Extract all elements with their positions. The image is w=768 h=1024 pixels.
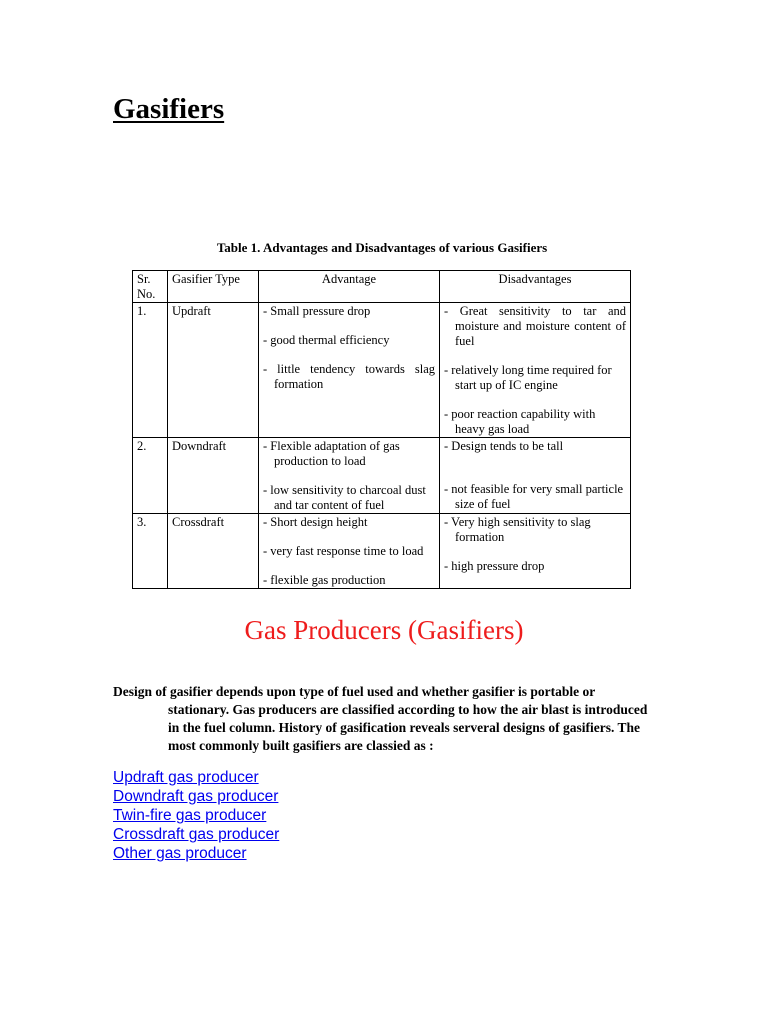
row-disadvantages (440, 514, 631, 589)
header-gasifier-type: Gasifier Type (168, 271, 259, 303)
intro-paragraph (113, 683, 658, 755)
disadvantage-item: - poor reaction capability with heavy gas load (444, 407, 596, 436)
link-updraft-gas-producer[interactable]: Updraft gas producer (113, 769, 259, 786)
advantage-item: - good thermal efficiency (263, 333, 390, 347)
table-row (133, 303, 631, 438)
section-heading: Gas Producers (Gasifiers) (244, 615, 524, 645)
table-header-row (133, 271, 631, 303)
table-row (133, 514, 631, 589)
advantage-item: - low sensitivity to charcoal dust and tar content of fuel (263, 483, 426, 512)
link-twin-fire-gas-producer[interactable]: Twin-fire gas producer (113, 807, 267, 824)
row-sr-no: 1. (133, 303, 168, 438)
paragraph-lead: Design of gasifier depends upon type of fuel used and whether gasifier is portable or (113, 684, 596, 699)
advantage-item: - very fast response time to load (263, 544, 424, 558)
header-advantage: Advantage (259, 271, 440, 303)
row-advantages (259, 303, 440, 438)
link-downdraft-gas-producer[interactable]: Downdraft gas producer (113, 788, 279, 805)
table-row (133, 438, 631, 514)
advantage-item: - Small pressure drop (263, 304, 371, 318)
row-sr-no: 2. (133, 438, 168, 514)
table-caption: Table 1. Advantages and Disadvantages of various Gasifiers (216, 240, 548, 255)
row-gasifier-type: Crossdraft (168, 514, 259, 589)
advantage-item: - little tendency towards slag formation (263, 362, 435, 391)
advantage-item: - Short design height (263, 515, 368, 529)
page-title: Gasifiers (113, 93, 225, 125)
disadvantage-item: - Design tends to be tall (444, 439, 564, 453)
disadvantage-item: - not feasible for very small particle size of fuel (444, 482, 624, 511)
disadvantage-item: - Very high sensitivity to slag formation (444, 515, 591, 544)
gasifier-comparison-table (132, 270, 631, 589)
header-disadvantages: Disadvantages (440, 271, 631, 303)
row-advantages (259, 438, 440, 514)
disadvantage-item: - high pressure drop (444, 559, 545, 573)
gas-producer-links (113, 768, 279, 863)
paragraph-body: stationary. Gas producers are classified according to how the air blast is introduced in the fuel column. History of gasification reveals serveral designs of gasifiers. The most commonly built gasifiers are classied as : (168, 702, 648, 753)
disadvantage-item: - relatively long time required for start up of IC engine (444, 363, 612, 392)
row-gasifier-type: Downdraft (168, 438, 259, 514)
advantage-item: - flexible gas production (263, 573, 386, 587)
link-other-gas-producer[interactable]: Other gas producer (113, 845, 247, 862)
row-gasifier-type: Updraft (168, 303, 259, 438)
row-disadvantages (440, 438, 631, 514)
row-advantages (259, 514, 440, 589)
link-crossdraft-gas-producer[interactable]: Crossdraft gas producer (113, 826, 280, 843)
header-sr-no: Sr. No. (133, 271, 168, 303)
row-disadvantages (440, 303, 631, 438)
row-sr-no: 3. (133, 514, 168, 589)
disadvantage-item: - Great sensitivity to tar and moisture and moisture content of fuel (444, 304, 626, 348)
advantage-item: - Flexible adaptation of gas production to load (263, 439, 400, 468)
